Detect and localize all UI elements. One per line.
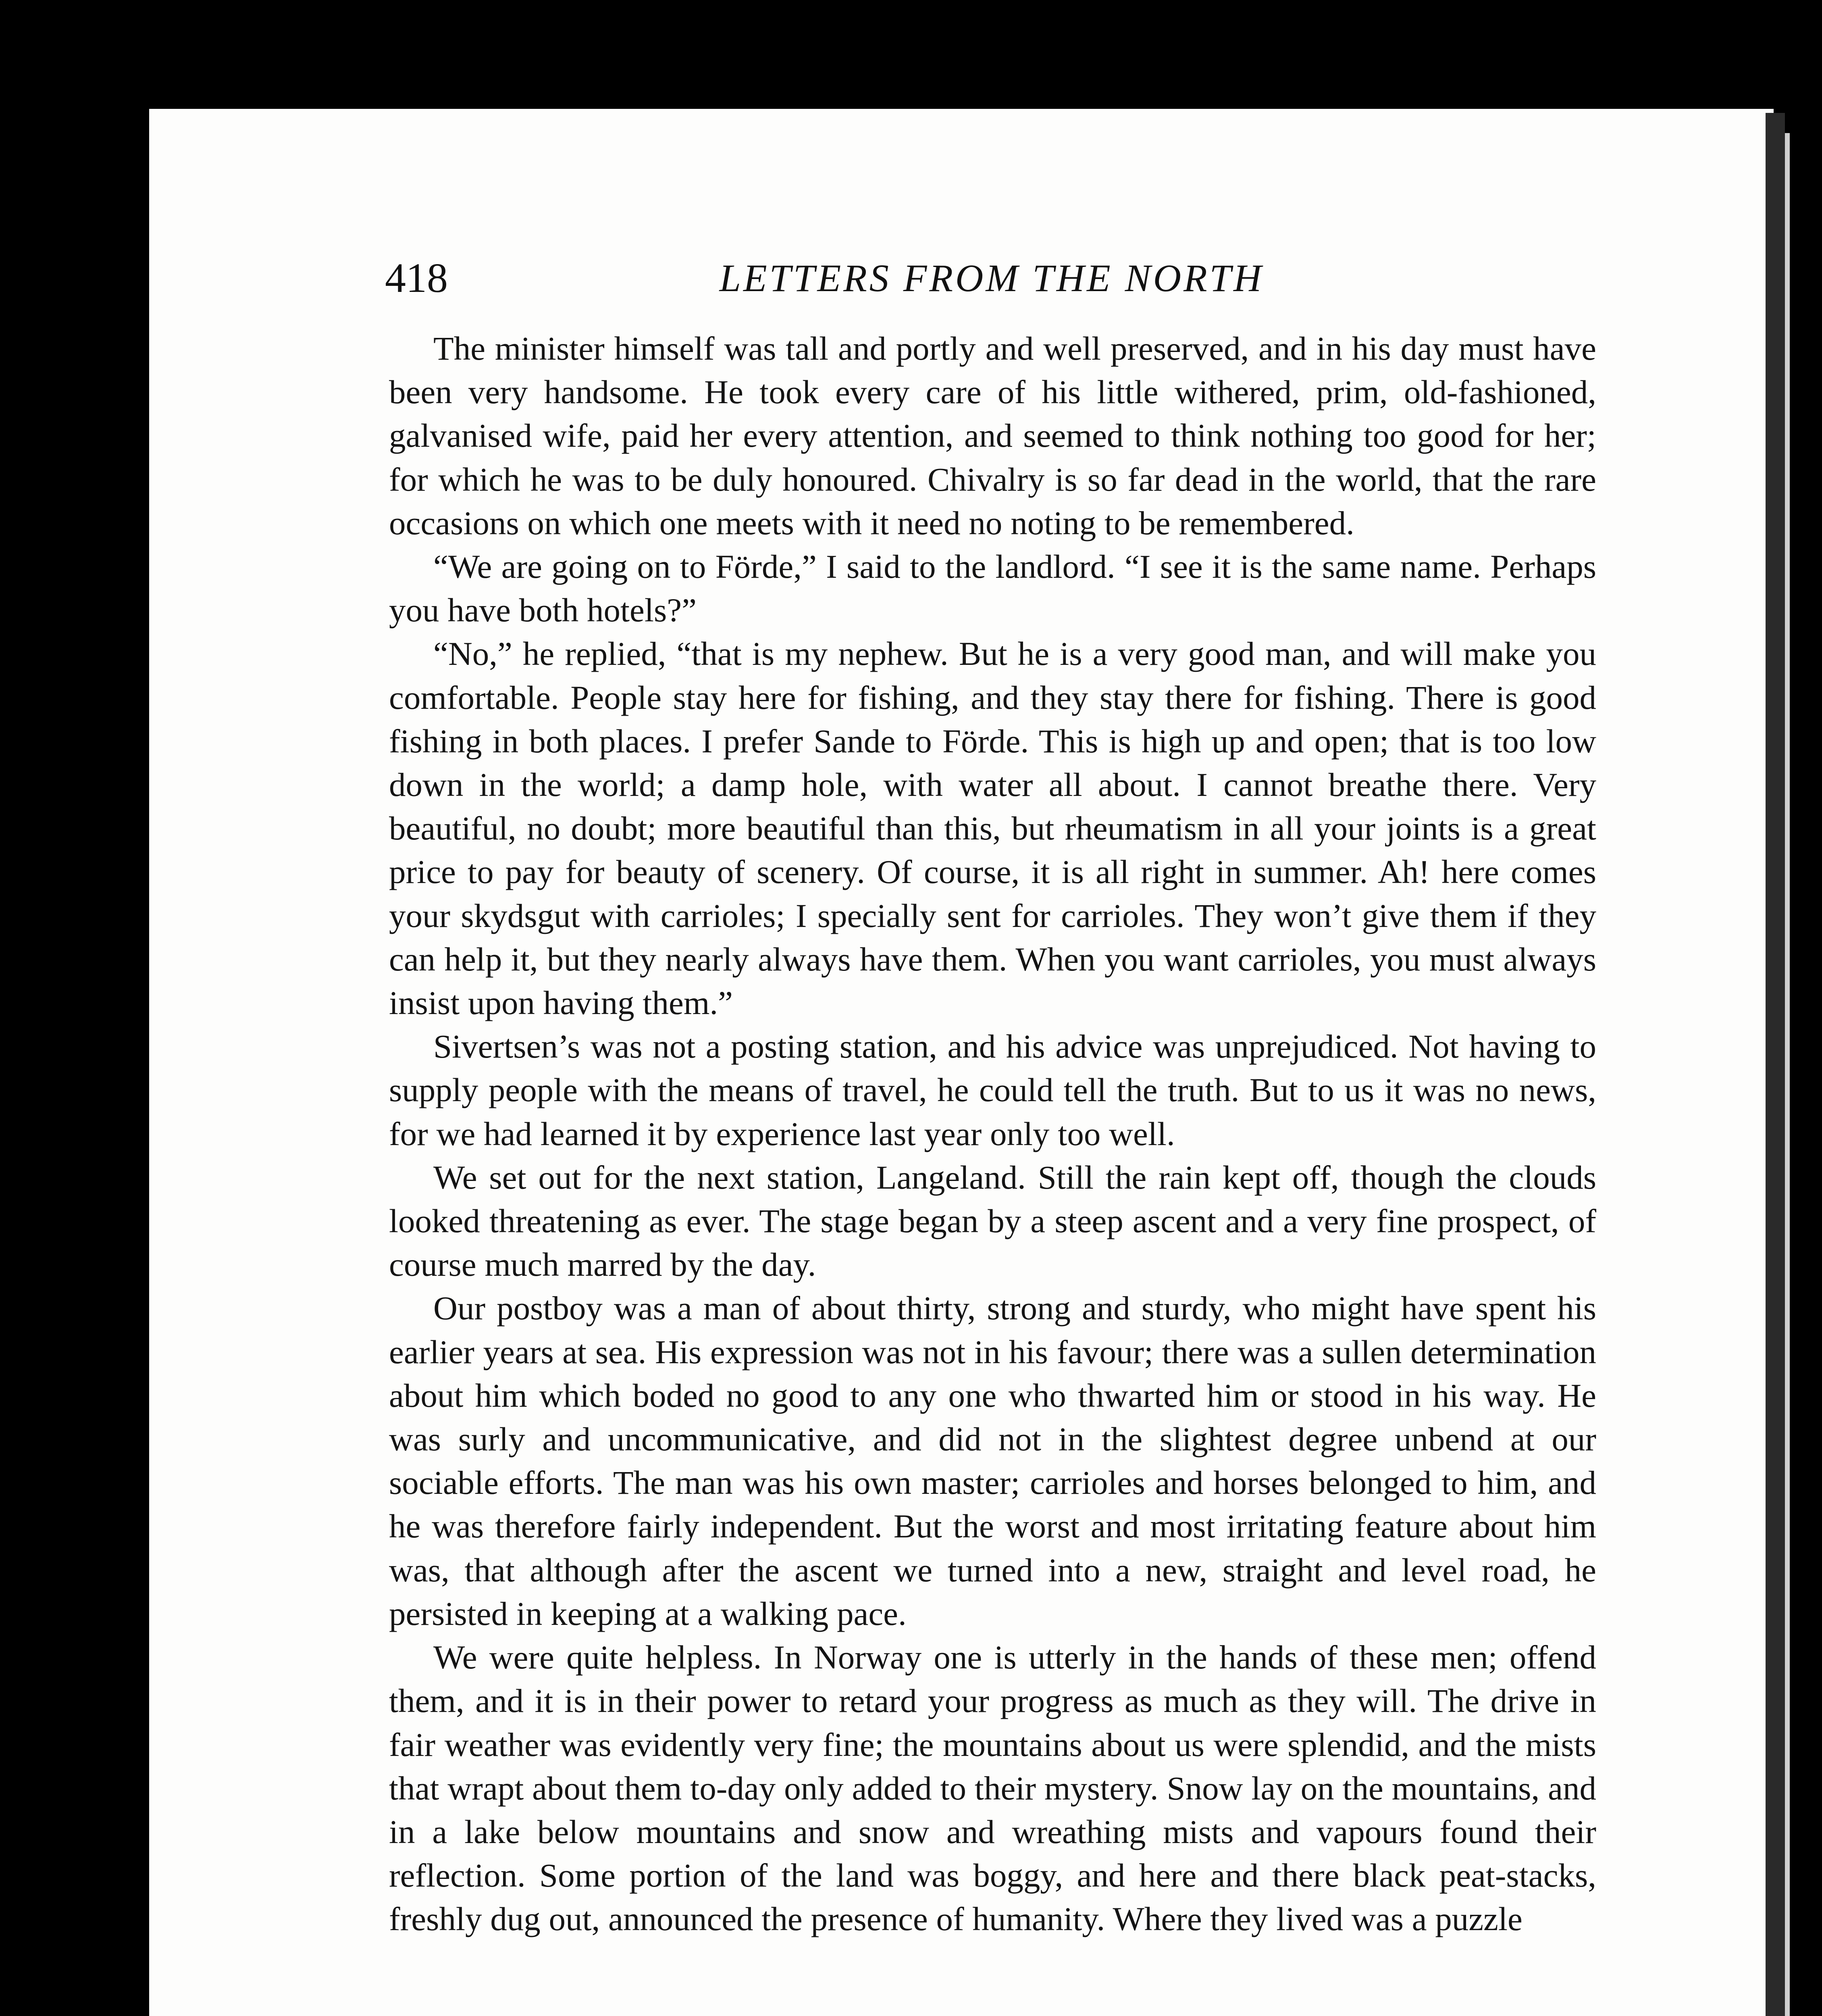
book-spine-shadow [1766,113,1785,2016]
running-head: LETTERS FROM THE NORTH [719,256,1264,300]
paragraph-1: The minister himself was tall and portly and well preserved, and in his day must have been very handsome. He took every care of his little withered, prim, old-fashioned, galvanised wife, paid her every attention, and seemed to think nothing too good for her; for which he was to be duly honoured. Chivalry is so far dead in the world, that the rare occasions on which one meets with it need no noting to be remembered. [389,330,1596,541]
page-edge [1785,133,1790,2016]
body-text [389,327,1596,1941]
paragraph-3: “No,” he replied, “that is my nephew. But he is a very good man, and will make you comfortable. People stay here for fishing, and they stay there for fishing. There is good fishing in both places. I prefer Sande to Förde. This is high up and open; that is too low down in the world; a damp hole, with water all about. I cannot breathe there. Very beautiful, no doubt; more beautiful than this, but rheumatism in all your joints is a great price to pay for beauty of scenery. Of course, it is all right in summer. Ah! here comes your skydsgut with carrioles; I specially sent for carrioles. They won’t give them if they can help it, but they nearly always have them. When you want carrioles, you must always insist upon having them.” [389,635,1596,1022]
page-number: 418 [385,255,448,301]
paragraph-7: We were quite helpless. In Norway one is utterly in the hands of these men; offend them, and it is in their power to retard your progress as much as they will. The drive in fair weather was evidently very fine; the mountains about us were splendid, and the mists that wrapt about them to-day only added to their mystery. Snow lay on the mountains, and in a lake below mountains and snow and wreathing mists and vapours found their reflection. Some portion of the land was boggy, and here and there black peat-stacks, freshly dug out, announced the presence of humanity. Where they lived was a puzzle [389,1639,1596,1938]
paragraph-6: Our postboy was a man of about thirty, strong and sturdy, who might have spent his earlier years at sea. His expression was not in his favour; there was a sullen determination about him which boded no good to any one who thwarted him or stood in his way. He was surly and uncommunicative, and did not in the slightest degree unbend at our sociable efforts. The man was his own master; carrioles and horses belonged to him, and he was therefore fairly independent. But the worst and most irritating feature about him was, that although after the ascent we turned into a new, straight and level road, he persisted in keeping at a walking pace. [389,1289,1596,1632]
paragraph-2: “We are going on to Förde,” I said to the landlord. “I see it is the same name. Perhaps you have both hotels?” [389,548,1596,629]
paragraph-5: We set out for the next station, Langeland. Still the rain kept off, though the clouds looked threatening as ever. The stage began by a steep ascent and a very fine prospect, of course much marred by the day. [389,1158,1596,1283]
page-header [385,254,1598,302]
paragraph-4: Sivertsen’s was not a posting station, and his advice was unprejudiced. Not having to supply people with the means of travel, he could tell the truth. But to us it was no news, for we had learned it by experience last year only too well. [389,1028,1596,1152]
